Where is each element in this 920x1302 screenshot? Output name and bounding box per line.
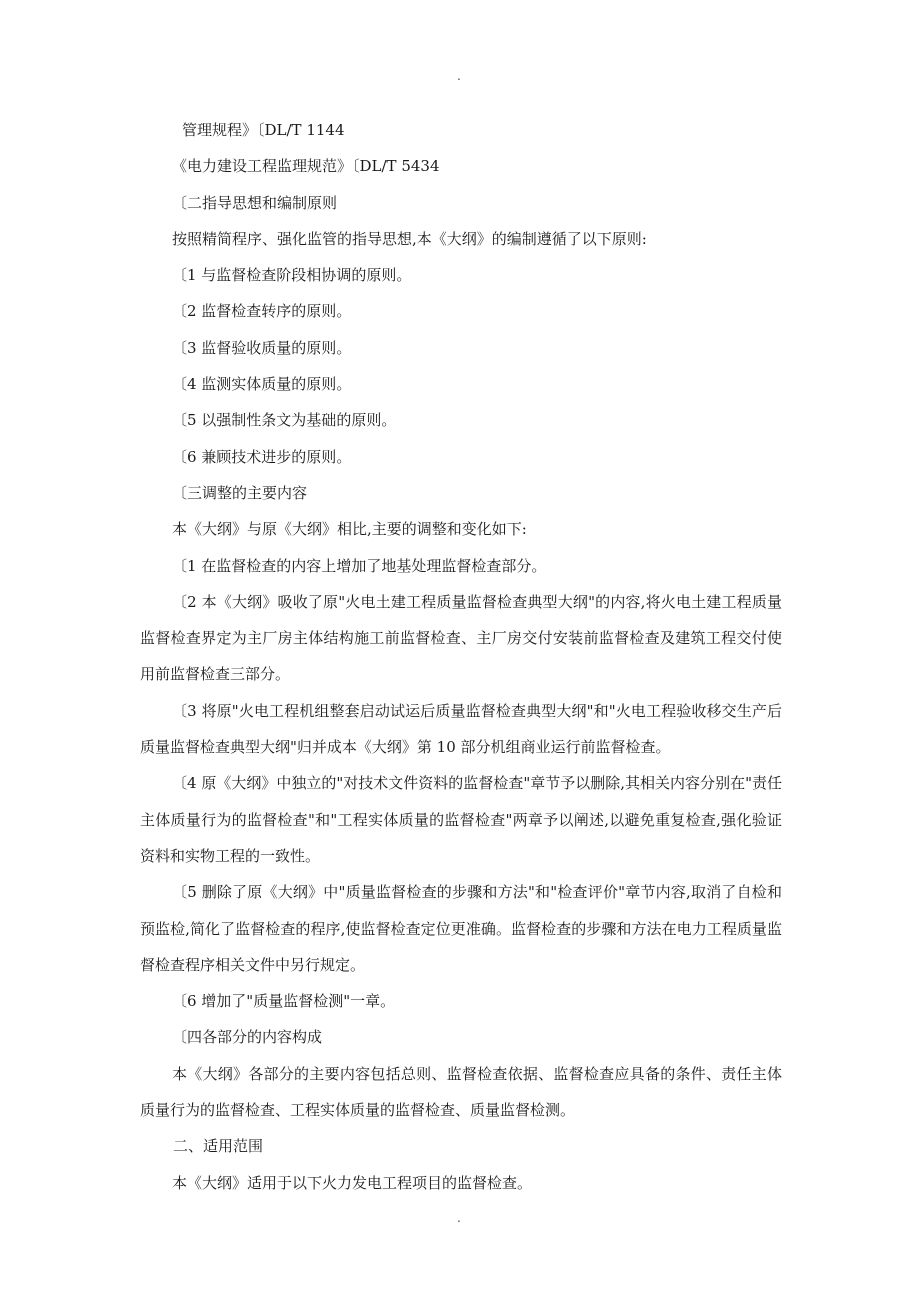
- paragraph: 〔3 将原"火电工程机组整套启动试运后质量监督检查典型大纲"和"火电工程验收移交生产后质量监督检查典型大纲"归并成本《大纲》第 10 部分机组商业运行前监督检查。: [140, 701, 782, 757]
- text-line: 本《大纲》与原《大纲》相比,主要的调整和变化如下:: [172, 520, 527, 539]
- text-line: 按照精简程序、强化监管的指导思想,本《大纲》的编制遵循了以下原则:: [172, 229, 647, 248]
- list-item: 〔1 与监督检查阶段相协调的原则。: [172, 266, 412, 285]
- text-line: 本《大纲》适用于以下火力发电工程项目的监督检查。: [172, 1173, 533, 1192]
- footer-dot: .: [457, 1211, 461, 1225]
- list-item: 〔5 以强制性条文为基础的原则。: [172, 411, 397, 430]
- list-item: 〔4 监测实体质量的原则。: [172, 375, 352, 394]
- list-item: 〔6 增加了"质量监督检测"一章。: [172, 992, 396, 1011]
- list-item: 〔6 兼顾技术进步的原则。: [172, 447, 352, 466]
- document-body: [140, 112, 782, 1201]
- section-heading: 二、适用范围: [173, 1137, 264, 1156]
- paragraph: 〔4 原《大纲》中独立的"对技术文件资料的监督检查"章节予以删除,其相关内容分别在"责任主体质量行为的监督检查"和"工程实体质量的监督检查"两章予以阐述,以避免重复检查,强化验证资料和实物工程的一致性。: [140, 774, 782, 865]
- text-line: 管理规程》〔DL/T 1144: [182, 121, 345, 139]
- text-line: 《电力建设工程监理规范》〔DL/T 5434: [172, 157, 440, 176]
- paragraph: 〔2 本《大纲》吸收了原"火电土建工程质量监督检查典型大纲"的内容,将火电土建工程质量监督检查界定为主厂房主体结构施工前监督检查、主厂房交付安装前监督检查及建筑工程交付使用前监督检查三部分。: [140, 592, 782, 684]
- paragraph: 〔5 删除了原《大纲》中"质量监督检查的步骤和方法"和"检查评价"章节内容,取消了自检和预监检,简化了监督检查的程序,使监督检查定位更准确。监督检查的步骤和方法在电力工程质量监督检查程序相关文件中另行规定。: [140, 883, 782, 974]
- list-item: 〔2 监督检查转序的原则。: [172, 302, 352, 321]
- paragraph: 本《大纲》各部分的主要内容包括总则、监督检查依据、监督检查应具备的条件、责任主体质量行为的监督检查、工程实体质量的监督检查、质量监督检测。: [140, 1064, 782, 1120]
- list-item: 〔1 在监督检查的内容上增加了地基处理监督检查部分。: [172, 556, 547, 575]
- section-heading: 〔四各部分的内容构成: [172, 1028, 323, 1047]
- section-heading: 〔二指导思想和编制原则: [172, 193, 338, 212]
- section-heading: 〔三调整的主要内容: [172, 483, 308, 502]
- list-item: 〔3 监督验收质量的原则。: [172, 338, 352, 357]
- header-dot: .: [457, 69, 461, 83]
